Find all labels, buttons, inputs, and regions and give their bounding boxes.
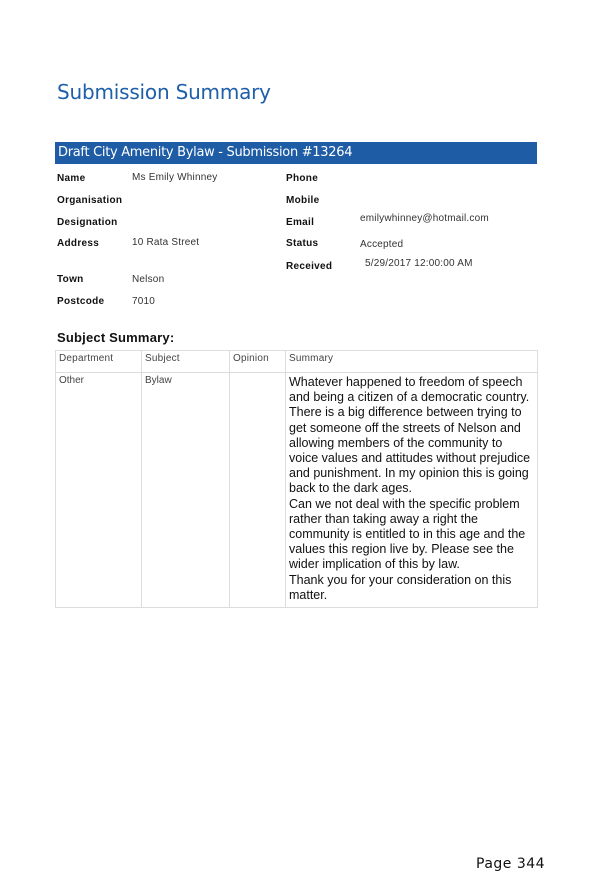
field-label-name: Name	[57, 173, 86, 184]
field-label-designation: Designation	[57, 217, 118, 228]
field-label-address: Address	[57, 238, 100, 249]
subject-summary-heading: Subject Summary:	[57, 330, 175, 345]
field-value-address: 10 Rata Street	[132, 237, 200, 248]
column-header-department: Department	[56, 351, 142, 373]
subject-summary-table	[55, 350, 538, 608]
field-label-received: Received	[286, 261, 333, 272]
cell-summary: Whatever happened to freedom of speech and being a citizen of a democratic country. There is a big difference between trying to get someone off the streets of Nelson and allowing members of the community to voice values and attitudes without prejudice and punishment. In my opinion this is going back to the dark ages. Can we not deal with the specific problem rather than taking away a right the community is entitled to in this age and the values this region live by. Please see the wider implication of this by law. Thank you for your consideration on this matter.	[286, 373, 538, 608]
column-header-summary: Summary	[286, 351, 538, 373]
column-header-opinion: Opinion	[230, 351, 286, 373]
field-value-name: Ms Emily Whinney	[132, 172, 218, 183]
cell-department: Other	[56, 373, 142, 608]
page-number: Page 344	[476, 856, 546, 872]
page-title: Submission Summary	[57, 80, 271, 104]
field-value-postcode: 7010	[132, 296, 156, 307]
field-label-town: Town	[57, 274, 84, 285]
table-row	[56, 373, 538, 608]
field-value-status: Accepted	[360, 239, 404, 250]
column-header-subject: Subject	[142, 351, 230, 373]
field-value-town: Nelson	[132, 274, 165, 285]
field-label-email: Email	[286, 217, 315, 228]
field-label-mobile: Mobile	[286, 195, 320, 206]
submission-header-bar: Draft City Amenity Bylaw - Submission #13264	[55, 142, 537, 164]
field-label-postcode: Postcode	[57, 296, 105, 307]
field-label-status: Status	[286, 238, 319, 249]
cell-subject: Bylaw	[142, 373, 230, 608]
field-value-received: 5/29/2017 12:00:00 AM	[365, 258, 473, 269]
field-label-phone: Phone	[286, 173, 319, 184]
field-value-email: emilywhinney@hotmail.com	[360, 213, 489, 224]
cell-opinion	[230, 373, 286, 608]
field-label-organisation: Organisation	[57, 195, 123, 206]
table-header-row	[56, 351, 538, 373]
